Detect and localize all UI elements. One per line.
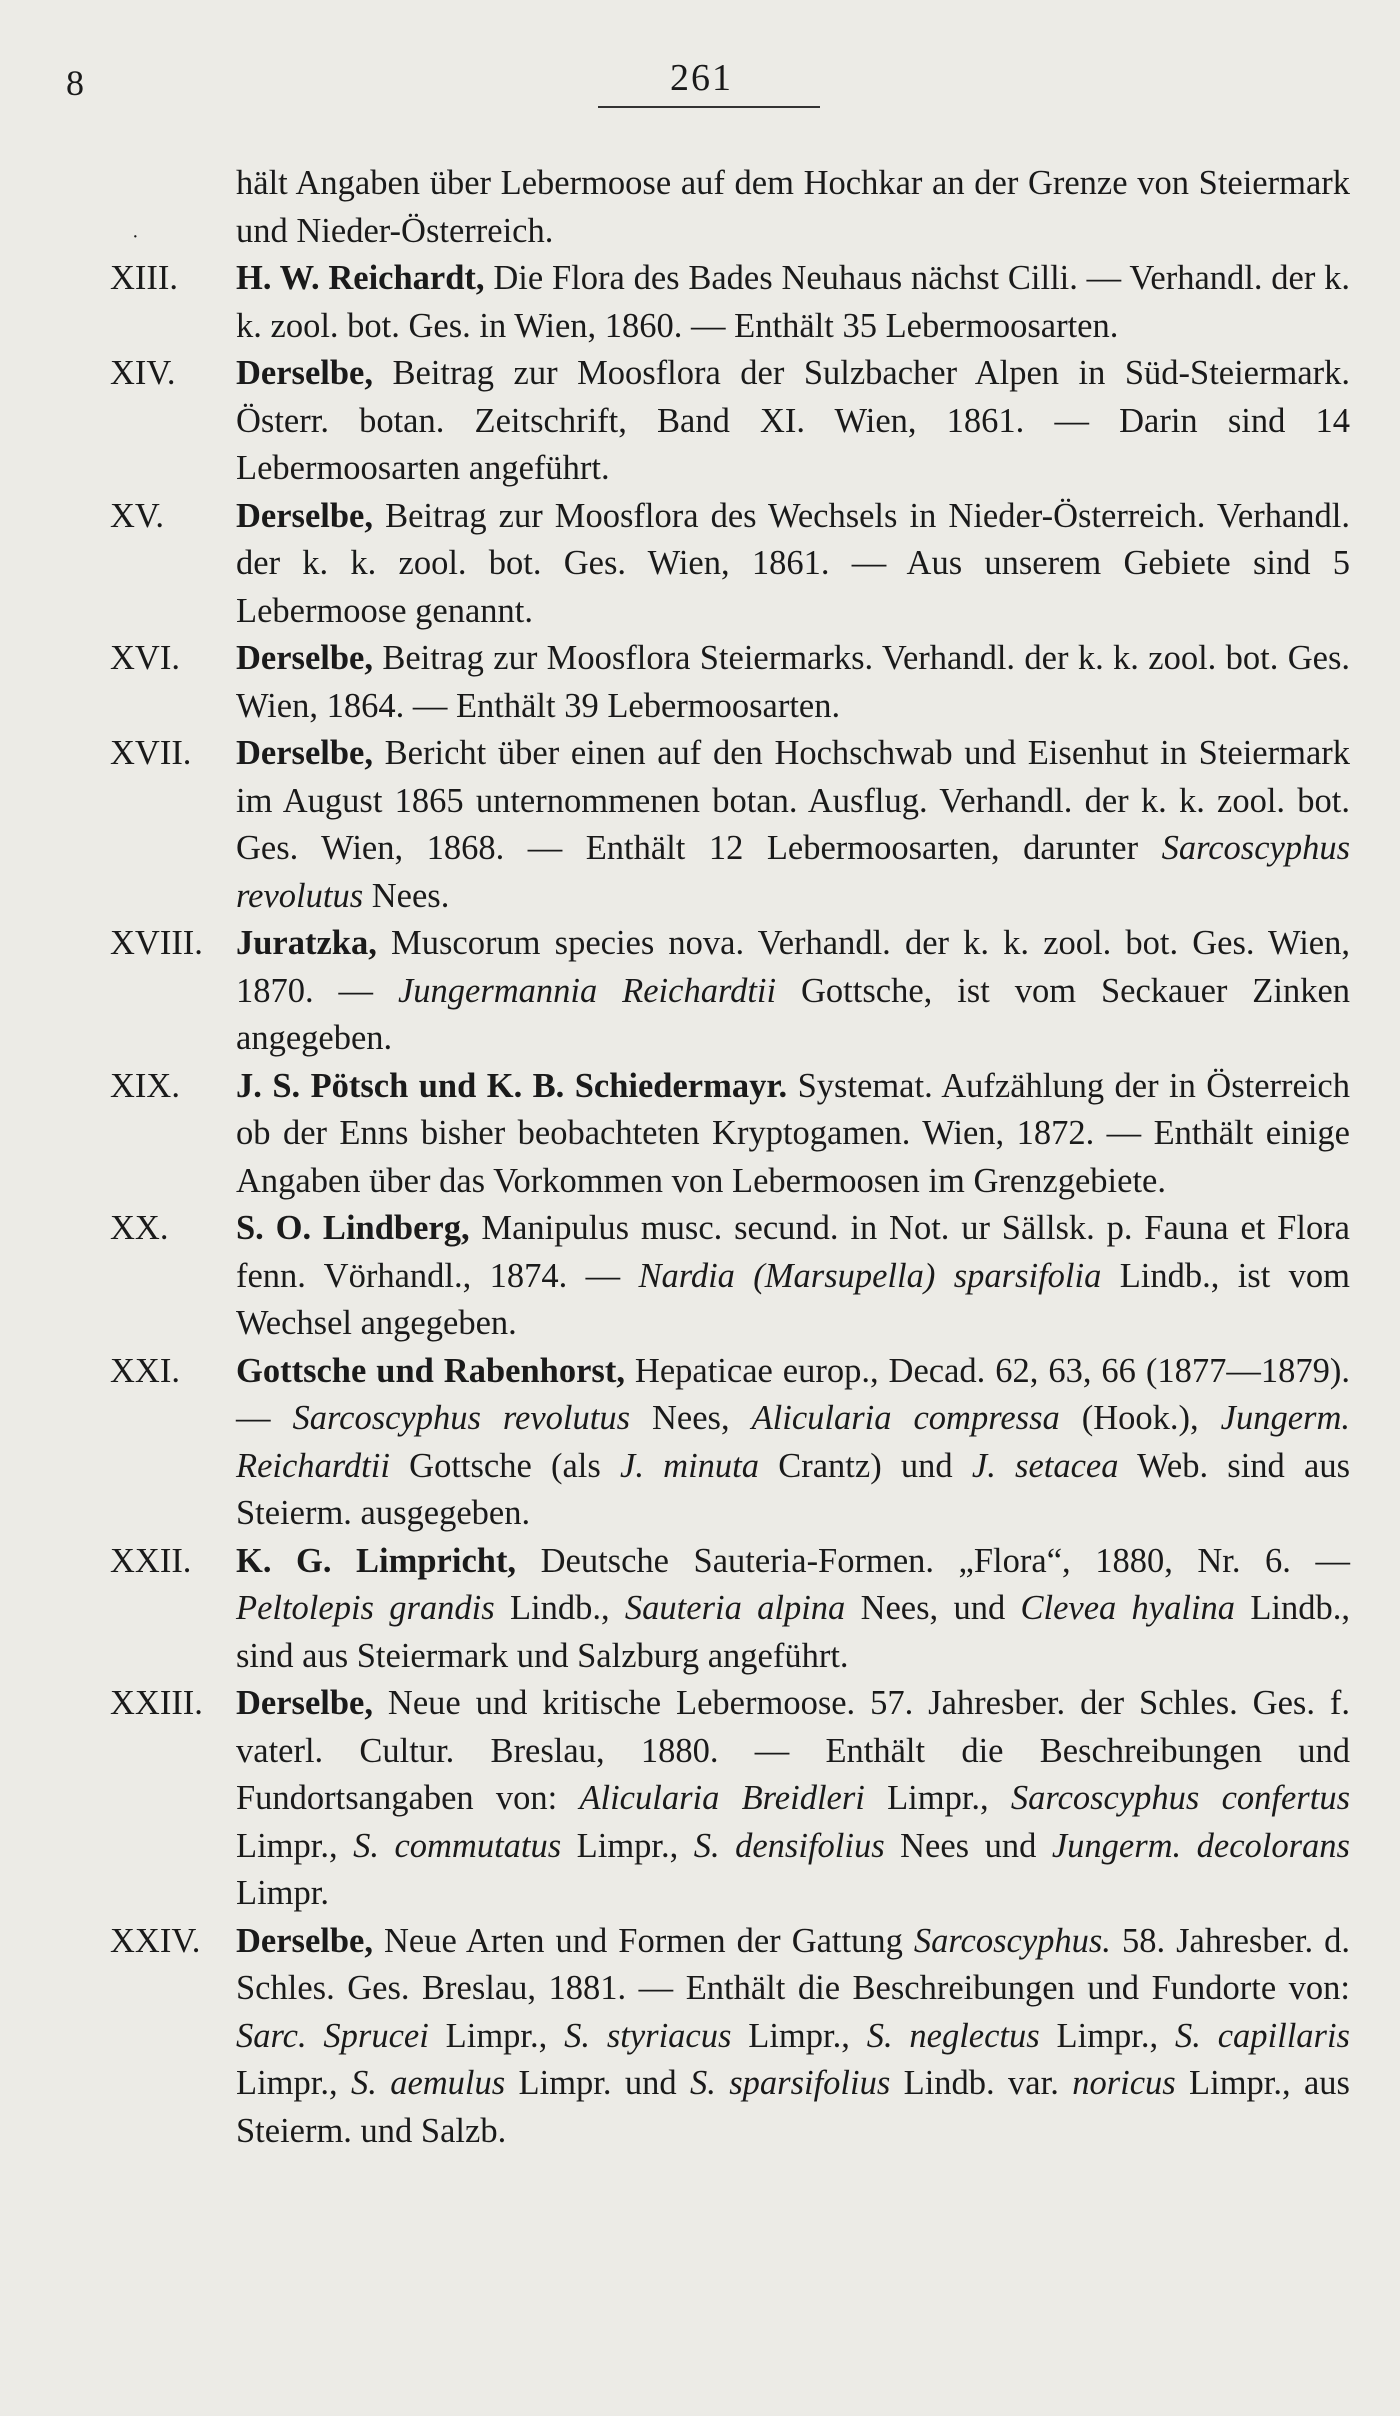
entry-text: Hepaticae europ., Decad. 62, 63, 66 (1877—1879). — [236, 1351, 1351, 1437]
bibliography-entry [110, 1063, 1350, 1206]
entry-author: Derselbe, [236, 1684, 373, 1722]
species-name: Sarcoscyphus revolutus [292, 1399, 631, 1437]
entry-text: Limpr., [864, 1779, 1011, 1817]
entry-number: XIV. [110, 354, 176, 392]
entry-text: Beitrag zur Moosflora Steiermarks. Verhandl. der k. k. zool. bot. Ges. Wien, 1864. — Enthält 39 Lebermoosarten. [236, 639, 1350, 725]
entry-author: K. G. Limpricht, [236, 1541, 517, 1580]
entry-author: Juratzka, [236, 924, 377, 962]
entry-text: Manipulus musc. secund. in Not. ur Sällsk. p. Fauna et Flora fenn. Vörhandl., 1874. — [236, 1209, 1350, 1295]
species-name: S. densifolius [693, 1826, 885, 1865]
entry-text: Beitrag zur Moosflora des Wechsels in Nieder-Österreich. Verhandl. der k. k. zool. bot. Ges. Wien, 1861. — Aus unserem Gebiete sind 5 Lebermoose genannt. [236, 496, 1350, 630]
species-name: Jungerm. decolorans [1051, 1826, 1350, 1865]
entry-text: Bericht über einen auf den Hochschwab und Eisenhut in Steiermark im August 1865 unternommenen botan. Ausflug. Verhandl. der k. k. zool. bot. Ges. Wien, 1868. — Enthält 12 Lebermoosarten, darunter [236, 734, 1350, 867]
entry-number: XXIV. [110, 1921, 201, 1960]
entry-text: Nees, und [845, 1589, 1021, 1627]
entry-text: Limpr., [731, 2016, 867, 2055]
species-name: S. aemulus [350, 2064, 506, 2102]
entry-text: Limpr., [236, 1826, 354, 1865]
species-name: Peltolepis grandis [236, 1589, 495, 1627]
bibliography-entry [110, 1538, 1350, 1681]
entry-text: Limpr. und [505, 2064, 690, 2102]
species-name: J. setacea [971, 1446, 1119, 1485]
entry-author: Derselbe, [236, 496, 373, 535]
entry-author: Derselbe, [236, 639, 373, 677]
entry-number: XVII. [110, 734, 192, 772]
entry-author: J. S. Pötsch und K. B. Schiedermayr. [236, 1066, 788, 1105]
entry-text: Limpr., aus Steierm. und Salzb. [236, 2064, 1350, 2150]
species-name: Sarc. Sprucei [236, 2016, 429, 2055]
species-name: noricus [1072, 2064, 1176, 2102]
entry-text: 58. Jahresber. d. Schles. Ges. Breslau, 1881. — Enthält die Beschreibungen und Fundorte von: [236, 1921, 1350, 2007]
bibliography-entry [110, 493, 1350, 636]
bibliography-entry [110, 160, 1350, 255]
species-name: S. commutatus [353, 1826, 562, 1865]
entry-text: Web. sind aus Steierm. ausgegeben. [236, 1446, 1350, 1532]
entry-text: Limpr., [428, 2016, 565, 2055]
entry-text: Gottsche, ist vom Seckauer Zinken angegeben. [236, 971, 1351, 1057]
bibliography-entry [110, 350, 1350, 493]
entry-text: Limpr. [236, 1874, 329, 1912]
entry-author: Derselbe, [236, 1921, 373, 1960]
entry-number: XX. [110, 1209, 169, 1247]
species-name: Jungerm. Reichardtii [236, 1399, 1350, 1485]
entry-text: Muscorum species nova. Verhandl. der k. k. zool. bot. Ges. Wien, 1870. — [236, 924, 1350, 1010]
entry-text: Lindb., sind aus Steiermark und Salzburg angeführt. [236, 1589, 1350, 1675]
entry-text: Systemat. Aufzählung der in Österreich ob der Enns bisher beobachteten Kryptogamen. Wien, 1872. — Enthält einige Angaben über das Vorkommen von Lebermoosen im Grenzgebiete. [236, 1066, 1350, 1200]
species-name: Jungermannia Reichardtii [397, 971, 777, 1010]
entry-author: Derselbe, [236, 734, 373, 772]
entry-text: Crantz) und [759, 1446, 972, 1485]
bibliography-entry [110, 920, 1350, 1063]
species-name: S. sparsifolius [689, 2064, 891, 2102]
entry-author: S. O. Lindberg, [236, 1209, 470, 1247]
entry-number: XVI. [110, 639, 180, 677]
bibliography-entry [110, 635, 1350, 730]
margin-dot: · [132, 226, 139, 248]
species-name: Alicularia compressa [751, 1399, 1060, 1437]
bibliography-entry [110, 1918, 1350, 2156]
entry-number: XXIII. [110, 1684, 203, 1722]
bibliography-entry [110, 1348, 1350, 1538]
entry-number: XXII. [110, 1541, 192, 1580]
species-name: S. neglectus [866, 2016, 1040, 2055]
entry-text: Gottsche (als [389, 1446, 621, 1485]
species-name: Nardia (Marsupella) sparsifolia [638, 1256, 1102, 1295]
bibliography-entry [110, 1205, 1350, 1348]
entry-text: Neue Arten und Formen der Gattung [373, 1921, 914, 1960]
entry-number: XIII. [110, 259, 179, 297]
species-name: Sauteria alpina [624, 1589, 846, 1627]
entry-text: Neue und kritische Lebermoose. 57. Jahresber. der Schles. Ges. f. vaterl. Cultur. Breslau, 1880. — Enthält die Beschreibungen und Fundortsangaben von: [236, 1684, 1350, 1817]
species-name: Sarcoscyphus revolutus [236, 829, 1350, 915]
bibliography-list [110, 160, 1350, 2155]
entry-number: XIX. [110, 1066, 180, 1105]
entry-text: Nees und [884, 1826, 1052, 1865]
species-name: Sarcoscyphus confertus [1010, 1779, 1350, 1817]
header-rule [598, 106, 820, 108]
entry-text: Lindb., ist vom Wechsel angegeben. [236, 1256, 1351, 1342]
entry-number: XVIII. [110, 924, 203, 962]
entry-text: (Hook.), [1059, 1399, 1221, 1437]
entry-text: hält Angaben über Lebermoose auf dem Hochkar an der Grenze von Steiermark und Nieder-Österreich. [236, 164, 1350, 250]
entry-text: Limpr., [561, 1826, 694, 1865]
bibliography-entry [110, 255, 1350, 350]
entry-text: Limpr., [1039, 2016, 1175, 2055]
entry-text: Beitrag zur Moosflora der Sulzbacher Alpen in Süd-Steiermark. Österr. botan. Zeitschrift, Band XI. Wien, 1861. — Darin sind 14 Lebermoosarten angeführt. [236, 354, 1350, 487]
entry-text: Nees. [363, 876, 450, 915]
entry-text: Nees, [630, 1399, 752, 1437]
entry-text: Limpr., [236, 2064, 351, 2102]
page-number: 261 [670, 57, 733, 99]
entry-text: Lindb., [494, 1589, 625, 1627]
entry-text: Lindb. var. [890, 2064, 1073, 2102]
species-name: Alicularia Breidleri [579, 1779, 865, 1817]
species-name: Clevea hyalina [1020, 1589, 1236, 1627]
species-name: J. minuta [620, 1446, 760, 1485]
entry-text: Die Flora des Bades Neuhaus nächst Cilli. — Verhandl. der k. k. zool. bot. Ges. in Wien, 1860. — Enthält 35 Lebermoosarten. [236, 259, 1350, 345]
entry-number: XV. [110, 496, 165, 535]
species-name: Sarcoscyphus. [913, 1921, 1111, 1960]
entry-author: Gottsche und Rabenhorst, [236, 1351, 625, 1390]
species-name: S. styriacus [564, 2016, 732, 2055]
bibliography-entry [110, 1680, 1350, 1918]
entry-text: Deutsche Sauteria-Formen. „Flora“, 1880, Nr. 6. — [516, 1541, 1350, 1580]
species-name: S. capillaris [1174, 2016, 1350, 2055]
bibliography-entry [110, 730, 1350, 920]
entry-author: H. W. Reichardt, [236, 259, 485, 297]
entry-number: XXI. [110, 1351, 180, 1390]
signature-mark: 8 [66, 63, 84, 103]
entry-author: Derselbe, [236, 354, 373, 392]
